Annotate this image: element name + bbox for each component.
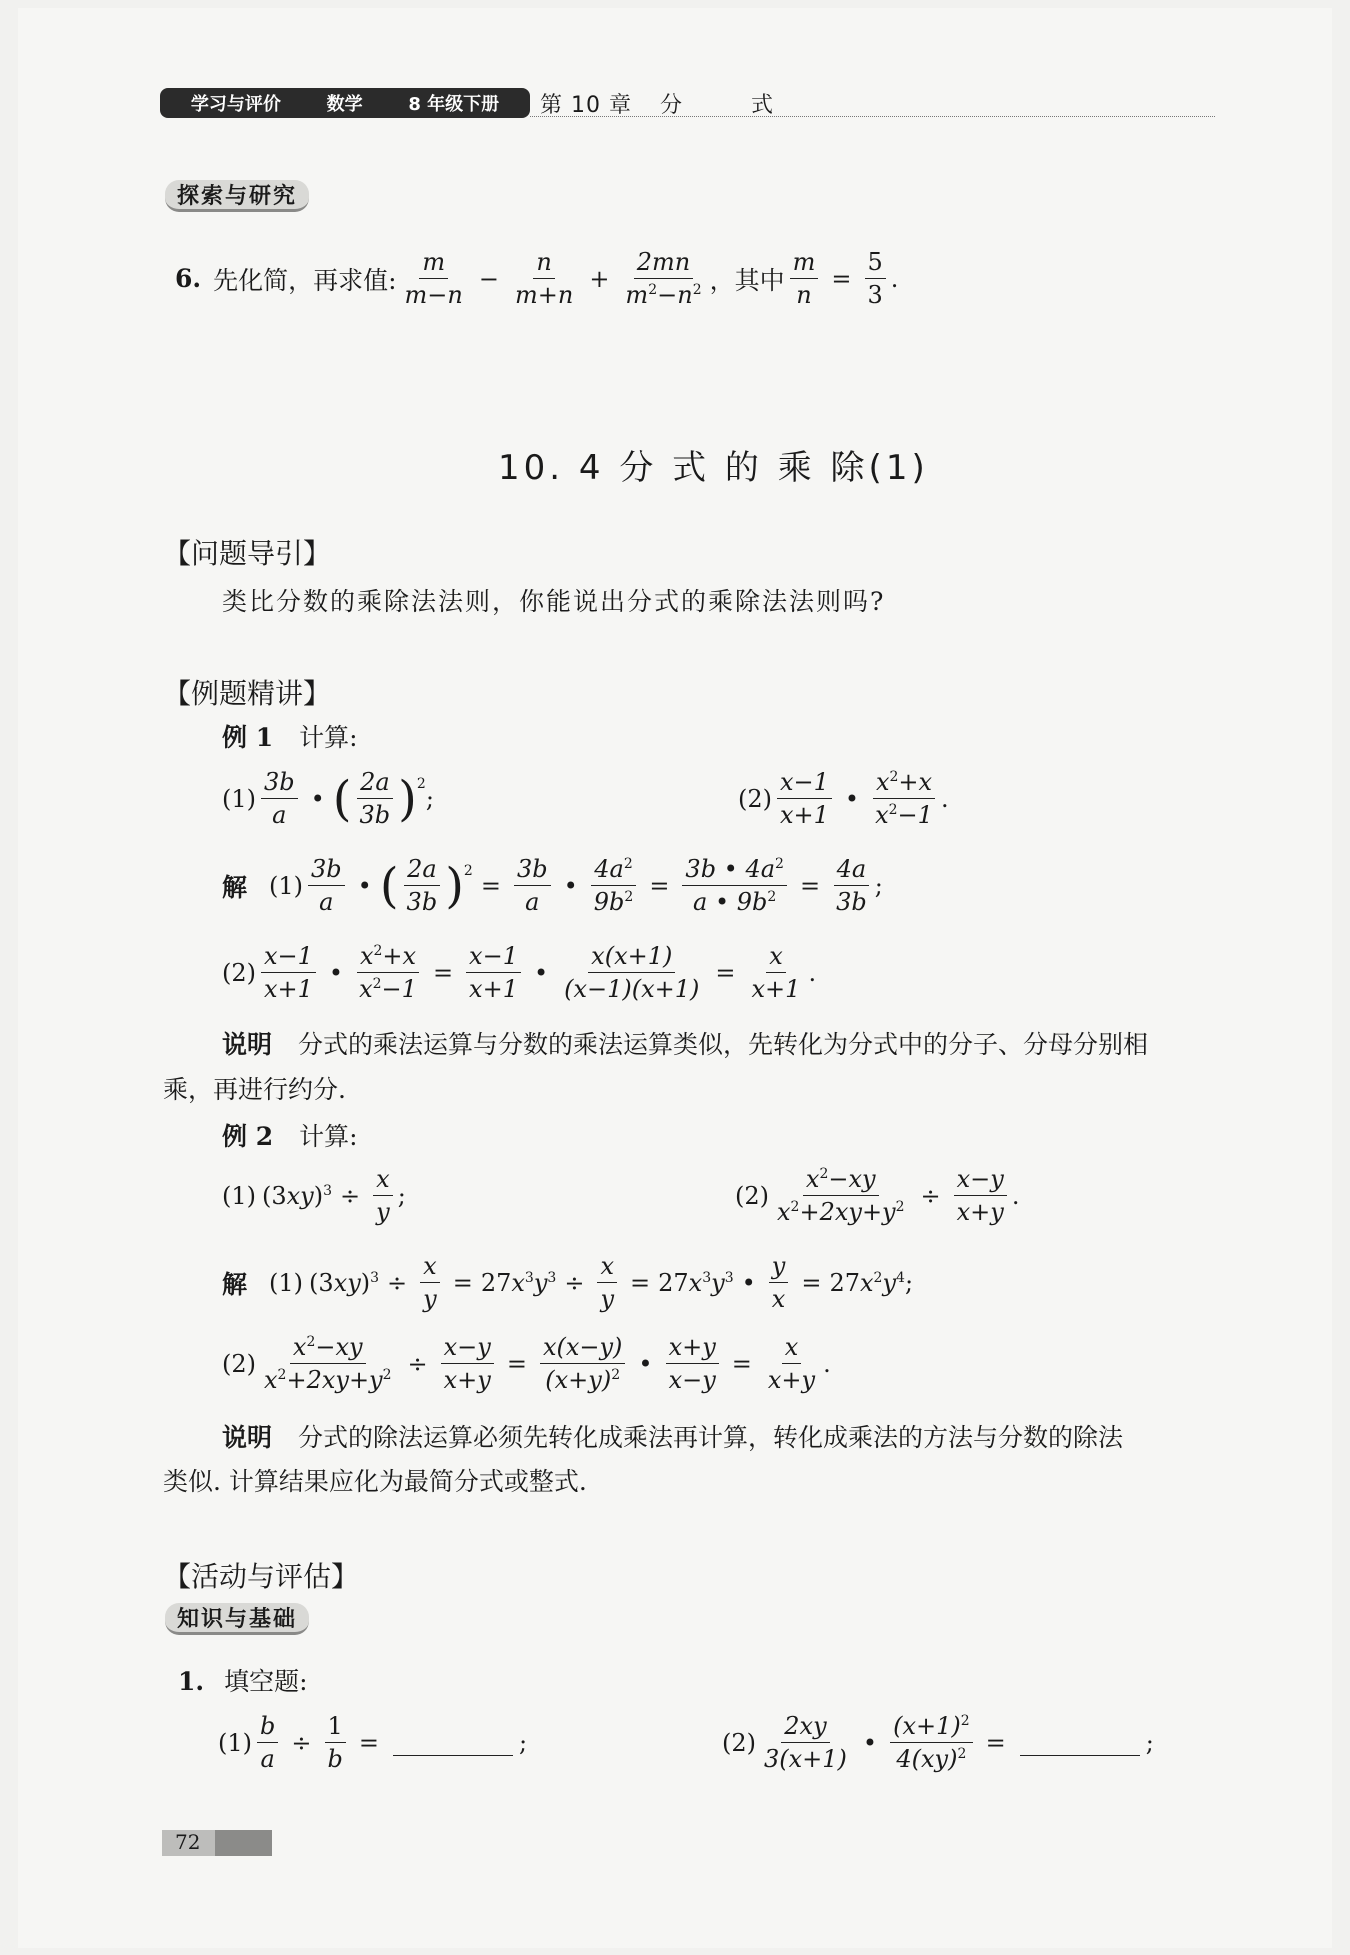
section-title: 10. 4 分 式 的 乘 除(1) [498, 448, 929, 488]
chapter-name-1: 分 [659, 93, 683, 118]
note-1-line-2: 乘，再进行约分. [163, 1075, 346, 1104]
answer-blank[interactable] [393, 1729, 513, 1756]
formula: m m−n − $\frac{n}{m+n}$ + $\frac{2mn}{m^2-n^2}$ [404, 248, 702, 309]
ex1-problem-2: (2) x−1 x+1 • $x^2+x$ $x^2-1$ . [738, 768, 949, 829]
question-text: 先化简，再求值: [213, 265, 397, 295]
note-label: 说明 [222, 1030, 273, 1059]
note-label: 说明 [222, 1423, 273, 1452]
basics-badge: 知识与基础 [165, 1603, 309, 1635]
examples-heading: 【例题精讲】 [163, 677, 332, 710]
question-number: 6. [175, 264, 202, 293]
book-item: 8 年级下册 [408, 94, 500, 115]
solution-label: 解 [222, 1269, 248, 1299]
header-rule [530, 116, 1215, 117]
ex1-problem-1: (1) 3b a • ( 2a 3b ) 2 ; [222, 768, 434, 829]
note-text: 分式的乘法运算与分数的乘法运算类似，先转化为分式中的分子、分母分别相 [297, 1030, 1148, 1059]
ex1-solution-2: (2) x−1 x+1 • $\frac{x^2+x}{x^2-1}$ = $\frac{x-1}{x+1}$ • $\frac{x(x+1)}{(x-1)(x+1)}$ = $\frac{x}{x+1}$ . [222, 942, 817, 1003]
chapter-number: 第 10 章 [540, 93, 632, 118]
question-text: 填空题: [224, 1667, 308, 1696]
book-item: 学习与评价 [190, 94, 281, 115]
example-label: 例 2 [222, 1122, 274, 1151]
example-task: 计算: [299, 1122, 358, 1151]
book-label [160, 88, 530, 118]
example-label: 例 1 [222, 723, 274, 752]
question-6 [175, 248, 898, 309]
ex2-problem-1: (1) $(3xy)^3$ ÷ $\frac{x}{y}$ ; [222, 1165, 406, 1226]
question-1 [178, 1662, 308, 1698]
note-2-line-1 [222, 1418, 1123, 1454]
solution-label: 解 [222, 872, 248, 902]
ex2-problem-2: (2) $\frac{x^2-xy}{x^2+2xy+y^2}$ ÷ $\frac{x-y}{x+y}$ . [735, 1165, 1020, 1226]
question-number: 1. [178, 1667, 205, 1696]
activity-heading: 【活动与评估】 [163, 1560, 360, 1593]
note-2-line-2: 类似. 计算结果应化为最简分式或整式. [163, 1467, 587, 1496]
question-text-mid: ，其中 [709, 265, 785, 295]
condition-formula: $\frac{m}{n}$ = $\frac{5}{3}$ . [785, 248, 899, 309]
note-1-line-1 [222, 1025, 1148, 1061]
book-item: 数学 [326, 94, 363, 115]
ex1-solution-1: 解 (1) 3b a • ( 2a 3b ) 2 = $\frac{3b}{a}$ • $\frac{4a^2}{9b^2}$ = $\frac{3b • 4a^2}{a • 9b^2}$ = $\frac{4a}{3b}$ ; [222, 855, 883, 916]
q1-item-2: (2) 2xy 3(x+1) • $\frac{(x+1)^2}{4(xy)^2}$ = ; [722, 1712, 1154, 1773]
intro-heading: 【问题导引】 [163, 537, 332, 570]
example-task: 计算: [299, 723, 358, 752]
note-text: 分式的除法运算必须先转化成乘法再计算，转化成乘法的方法与分数的除法 [297, 1423, 1123, 1452]
answer-blank[interactable] [1020, 1729, 1140, 1756]
example-2-header [222, 1117, 358, 1153]
chapter-header [540, 88, 794, 119]
intro-text: 类比分数的乘除法法则，你能说出分式的乘除法法则吗? [222, 587, 886, 616]
example-1-header [222, 718, 358, 754]
ex2-solution-1: 解 (1) $(3xy)^3$ ÷ $\frac{x}{y}$ = $27x^3y^3$ ÷ $\frac{x}{y}$ = $27x^3y^3$ • $\frac{y}{x}$ = $27x^2y^4$ ; [222, 1252, 914, 1313]
ex2-solution-2: (2) $\frac{x^2-xy}{x^2+2xy+y^2}$ ÷ $\frac{x-y}{x+y}$ = $\frac{x(x-y)}{(x+y)^2}$ • $\frac{x+y}{x-y}$ = $\frac{x}{x+y}$ . [222, 1333, 831, 1394]
chapter-name-2: 式 [751, 93, 775, 118]
page-number: 72 [175, 1830, 201, 1854]
explore-badge: 探索与研究 [165, 180, 309, 212]
q1-item-1: (1) $\frac{b}{a}$ ÷ $\frac{1}{b}$ = ; [218, 1712, 528, 1773]
